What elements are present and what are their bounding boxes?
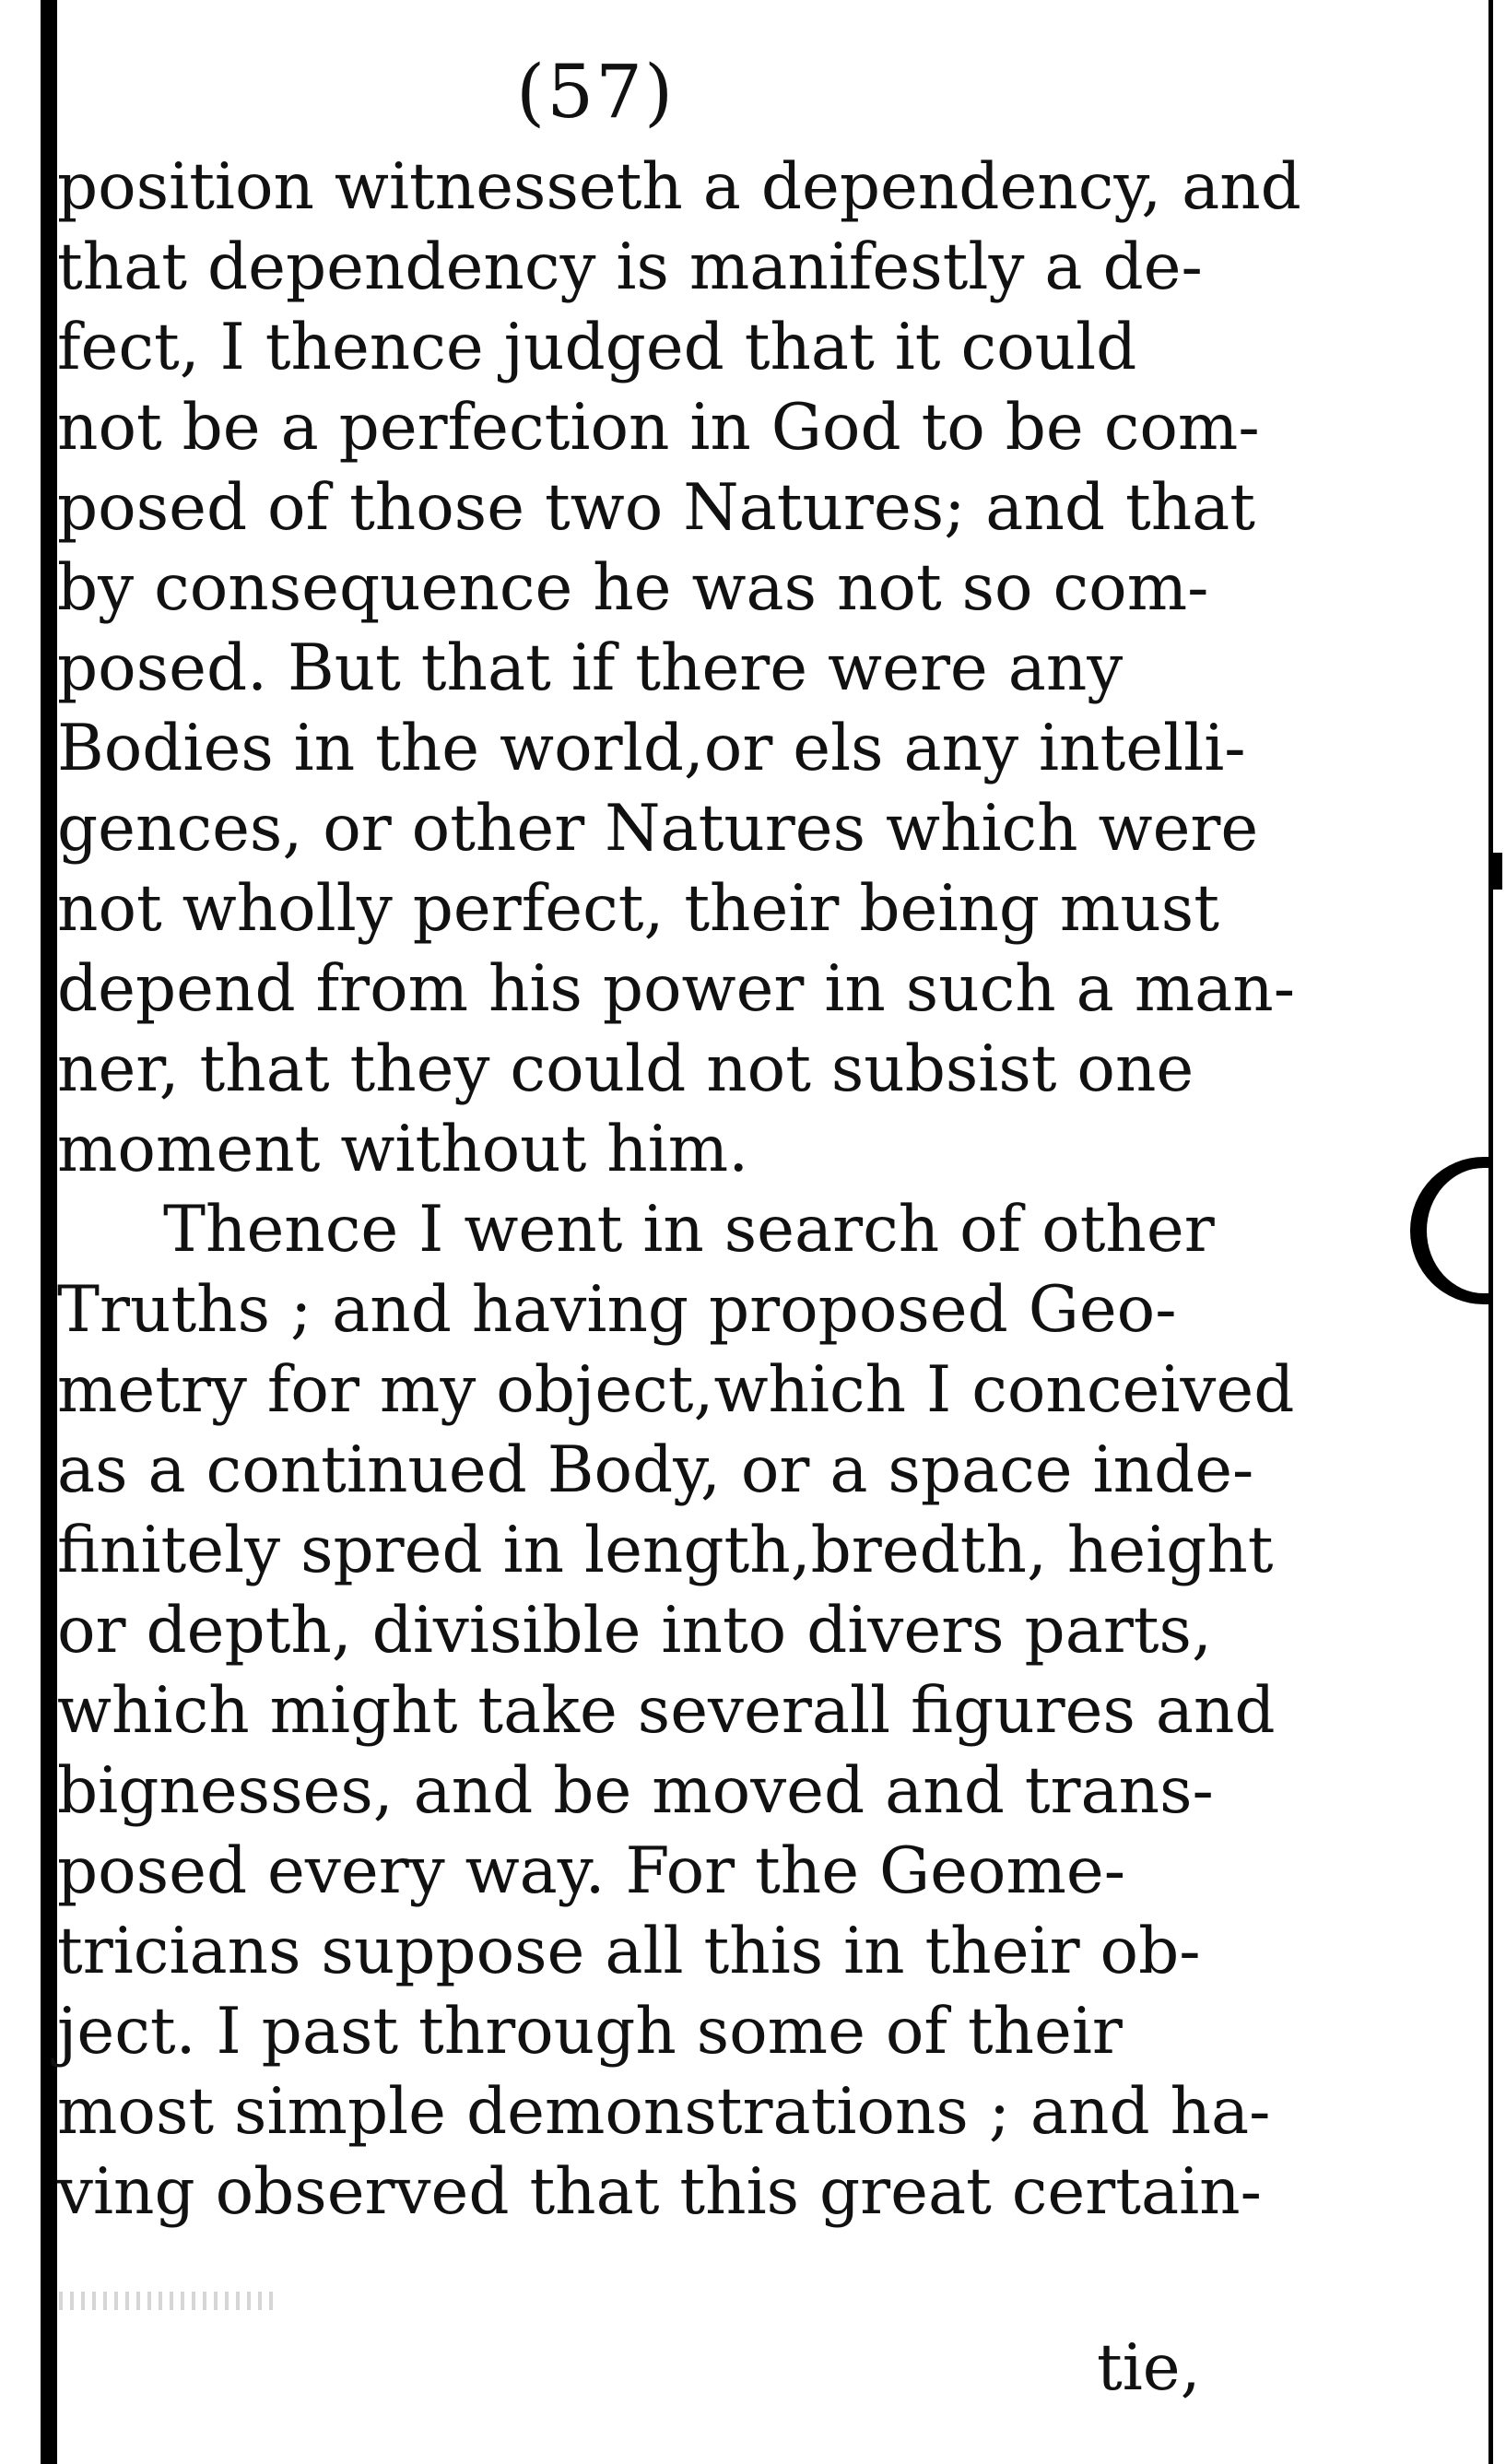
- text-line: posed of those two Natures; and that: [57, 471, 1256, 545]
- text-line: most simple demonstrations ; and ha-: [57, 2075, 1271, 2149]
- text-line: finitely spred in length,bredth, height: [57, 1514, 1274, 1587]
- catchword: tie,: [1097, 2331, 1201, 2405]
- text-line: position witnesseth a dependency, and: [57, 150, 1301, 224]
- text-line: ving observed that this great certain-: [57, 2155, 1262, 2229]
- text-line: metry for my object,which I conceived: [57, 1353, 1295, 1427]
- text-line: not be a perfection in God to be com-: [57, 391, 1260, 465]
- text-line: as a continued Body, or a space inde-: [57, 1433, 1254, 1507]
- text-line: by consequence he was not so com-: [57, 551, 1209, 625]
- text-line: ner, that they could not subsist one: [57, 1032, 1194, 1106]
- paragraph-2: [57, 1190, 1295, 2233]
- text-line: bignesses, and be moved and trans-: [57, 1754, 1214, 1828]
- text-line: not wholly perfect, their being must: [57, 872, 1219, 946]
- body-text: [57, 147, 1301, 2233]
- text-line: moment without him.: [57, 1113, 749, 1186]
- paragraph-1: [57, 147, 1301, 1190]
- text-line: which might take severall figures and: [57, 1674, 1276, 1748]
- text-line: Thence I went in search of other: [163, 1193, 1215, 1267]
- text-line: or depth, divisible into divers parts,: [57, 1594, 1212, 1668]
- text-line: ject. I past through some of their: [57, 1995, 1123, 2069]
- text-line: posed. But that if there were any: [57, 631, 1124, 705]
- text-line: gences, or other Natures which were: [57, 792, 1259, 866]
- margin-bracket-fragment: [1410, 1157, 1493, 1304]
- margin-mark: [1493, 853, 1502, 890]
- page-number: (57): [516, 49, 676, 135]
- text-line: Bodies in the world,or els any intelli-: [57, 712, 1246, 785]
- text-line: tricians suppose all this in their ob-: [57, 1915, 1201, 1988]
- text-line: that dependency is manifestly a de-: [57, 230, 1203, 304]
- scan-artifact: [59, 2292, 280, 2310]
- text-line: Truths ; and having proposed Geo-: [57, 1273, 1177, 1347]
- page-gutter-edge: [41, 0, 57, 2464]
- text-line: depend from his power in such a man-: [57, 952, 1296, 1026]
- text-line: fect, I thence judged that it could: [57, 311, 1137, 384]
- text-line: posed every way. For the Geome-: [57, 1834, 1126, 1908]
